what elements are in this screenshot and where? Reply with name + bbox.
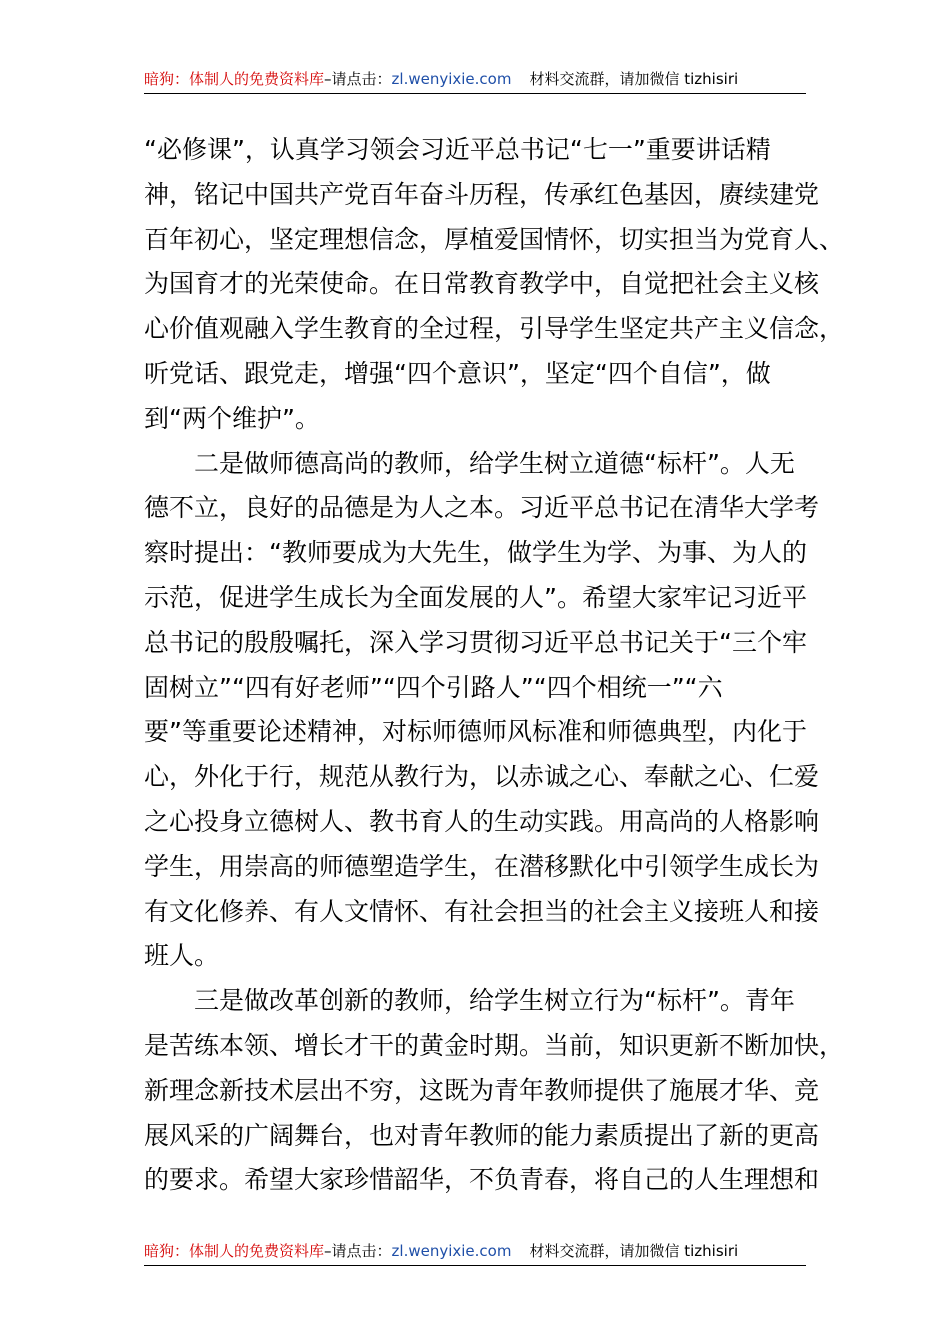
text-line: 示范，促进学生成长为全面发展的人”。希望大家牢记习近平: [144, 582, 807, 612]
footer-banner: [144, 1238, 806, 1264]
paragraph-start-line: 三是做改革创新的教师，给学生树立行为“标杆”。青年: [194, 986, 795, 1016]
text-line: 神，铭记中国共产党百年奋斗历程，传承红色基因，赓续建党: [144, 179, 820, 209]
text-line: 固树立”“四有好老师”“四个引路人”“四个相统一”“六: [144, 672, 723, 702]
paragraph-start-line: 二是做师德高尚的教师，给学生树立道德“标杆”。人无: [194, 448, 795, 478]
text-line: 到“两个维护”。: [144, 403, 320, 433]
text-line: 有文化修养、有人文情怀、有社会担当的社会主义接班人和接: [144, 896, 820, 926]
text-line: 心价值观融入学生教育的全过程，引导学生坚定共产主义信念，: [144, 314, 845, 344]
header-banner: [144, 66, 806, 92]
text-line: 的要求。希望大家珍惜韶华，不负青春，将自己的人生理想和: [144, 1165, 820, 1195]
text-line: 班人。: [144, 941, 220, 971]
text-line: 学生，用崇高的师德塑造学生，在潜移默化中引领学生成长为: [144, 851, 820, 881]
footer-link[interactable]: zl.wenyixie.com: [391, 1242, 512, 1260]
text-line: 心，外化于行，规范从教行为，以赤诚之心、奉献之心、仁爱: [144, 762, 820, 792]
header-divider: [144, 93, 806, 94]
text-line: 之心投身立德树人、教书育人的生动实践。用高尚的人格影响: [144, 806, 820, 836]
footer-brand[interactable]: 暗狗：体制人的免费资料库: [144, 1242, 325, 1260]
text-line: 总书记的殷殷嘱托，深入学习贯彻习近平总书记关于“三个牢: [144, 627, 807, 657]
header-brand[interactable]: 暗狗：体制人的免费资料库: [144, 70, 325, 88]
text-line: 是苦练本领、增长才干的黄金时期。当前，知识更新不断加快，: [144, 1030, 845, 1060]
header-link[interactable]: zl.wenyixie.com: [391, 70, 512, 88]
text-line: 察时提出：“教师要成为大先生，做学生为学、为事、为人的: [144, 538, 807, 568]
header-prompt: –请点击：: [324, 70, 392, 88]
footer-note: 材料交流群，请加微信 tizhisiri: [529, 1242, 739, 1260]
text-line: 新理念新技术层出不穷，这既为青年教师提供了施展才华、竞: [144, 1075, 820, 1105]
footer-divider: [144, 1265, 806, 1266]
text-line: 听党话、跟党走，增强“四个意识”，坚定“四个自信”，做: [144, 358, 771, 388]
footer-prompt: –请点击：: [324, 1242, 392, 1260]
text-line: 德不立，良好的品德是为人之本。习近平总书记在清华大学考: [144, 493, 820, 523]
text-line: 百年初心，坚定理想信念，厚植爱国情怀，切实担当为党育人、: [144, 224, 845, 254]
document-body: [144, 128, 845, 1203]
text-line: 要”等重要论述精神，对标师德师风标准和师德典型，内化于: [144, 717, 807, 747]
header-note: 材料交流群，请加微信 tizhisiri: [529, 70, 739, 88]
text-line: 展风采的广阔舞台，也对青年教师的能力素质提出了新的更高: [144, 1120, 820, 1150]
text-line: “必修课”，认真学习领会习近平总书记“七一”重要讲话精: [144, 135, 771, 164]
text-line: 为国育才的光荣使命。在日常教育教学中，自觉把社会主义核: [144, 269, 820, 299]
